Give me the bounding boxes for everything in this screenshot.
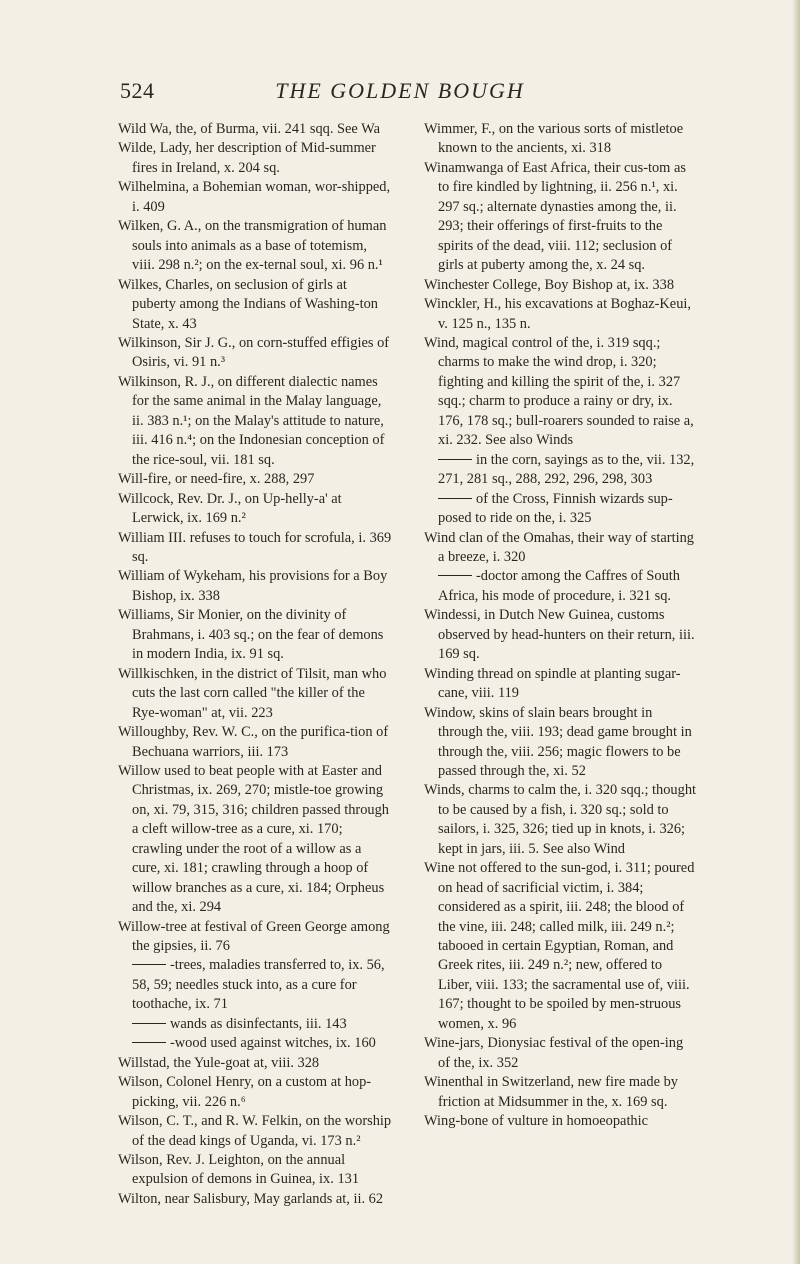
index-entry bbox=[424, 529, 696, 568]
index-entry-text: Willoughby, Rev. W. C., on the purifica-tion of Bechuana warriors, iii. 173 bbox=[118, 724, 389, 760]
index-entry bbox=[118, 139, 393, 178]
index-entry-text: Wilken, G. A., on the transmigration of human souls into animals as a base of totemism, viii. 298 n.²; on the ex-ternal soul, xi. 96 n.¹ bbox=[118, 218, 387, 274]
index-entry bbox=[118, 470, 393, 489]
index-entry-text: Willow-tree at festival of Green George among the gipsies, ii. 76 bbox=[118, 918, 390, 955]
index-entry bbox=[118, 529, 393, 568]
index-entry-text: Wilhelmina, a Bohemian woman, wor-shipped, i. 409 bbox=[118, 179, 391, 215]
index-column-left bbox=[118, 120, 393, 1209]
index-entry bbox=[424, 1034, 696, 1073]
index-entry bbox=[118, 606, 393, 664]
index-entry bbox=[424, 665, 696, 704]
index-entry-text: Wilton, near Salisbury, May garlands at, ii. 62 bbox=[118, 1190, 384, 1207]
index-entry-text: wands as disinfectants, iii. 143 bbox=[170, 1015, 347, 1032]
index-entry bbox=[118, 334, 393, 373]
index-entry bbox=[118, 1151, 393, 1190]
index-entry bbox=[118, 178, 393, 217]
index-entry-text: Willcock, Rev. Dr. J., on Up-helly-a' at Lerwick, ix. 169 n.² bbox=[118, 490, 342, 527]
page-number: 524 bbox=[120, 78, 155, 103]
index-entry-text: Willstad, the Yule-goat at, viii. 328 bbox=[118, 1054, 320, 1071]
index-entry-text: Wilde, Lady, her description of Mid-summer fires in Ireland, x. 204 sq. bbox=[118, 140, 376, 176]
index-entry bbox=[118, 1054, 393, 1073]
page-header bbox=[0, 72, 800, 112]
index-entry-text: Will-fire, or need-fire, x. 288, 297 bbox=[118, 471, 315, 488]
index-entry-text: Wilson, C. T., and R. W. Felkin, on the worship of the dead kings of Uganda, vi. 173 n.² bbox=[118, 1113, 392, 1149]
index-entry bbox=[424, 120, 696, 159]
index-entry bbox=[424, 451, 696, 490]
index-entry bbox=[118, 1015, 393, 1034]
index-entry bbox=[118, 567, 393, 606]
index-entry bbox=[424, 704, 696, 782]
index-entry-text: Winchester College, Boy Bishop at, ix. 338 bbox=[424, 276, 675, 293]
index-entry bbox=[118, 1190, 393, 1209]
index-entry bbox=[118, 723, 393, 762]
running-head: THE GOLDEN BOUGH bbox=[275, 78, 525, 103]
index-entry bbox=[118, 373, 393, 470]
ditto-dash bbox=[132, 1023, 166, 1024]
index-entry bbox=[118, 956, 393, 1014]
ditto-dash bbox=[438, 575, 472, 576]
index-entry-text: Wilkinson, Sir J. G., on corn-stuffed effigies of Osiris, vi. 91 n.³ bbox=[118, 334, 390, 371]
index-column-right bbox=[424, 120, 696, 1132]
index-entry-text: Wine not offered to the sun-god, i. 311; poured on head of sacrificial victim, i. 384; considered as a spirit, iii. 248; the blood of the vine, iii. 248; called milk, iii. 249 n.²; tabooed in certain Egyptian, Roman, and Greek rites, iii. 249 n.²; new, offered to Liber, viii. 133; the sacramental use of, viii. 167; thought to be spoiled by men-struous women, x. 96 bbox=[424, 860, 695, 1032]
index-entry bbox=[424, 159, 696, 276]
index-entry-text: Willow used to beat people with at Easter and Christmas, ix. 269, 270; mistle-toe growing on, xi. 79, 315, 316; children passed through a cleft willow-tree as a cure, xi. 170; crawling under the root of a willow as a cure, xi. 181; crawling through a hoop of willow branches as a cure, xi. 184; Orpheus and the, xi. 294 bbox=[118, 762, 390, 916]
index-entry-text: Wilson, Rev. J. Leighton, on the annual expulsion of demons in Guinea, ix. 131 bbox=[118, 1152, 360, 1188]
index-entry-text: Williams, Sir Monier, on the divinity of Brahmans, i. 403 sq.; on the fear of demons in modern India, ix. 91 sq. bbox=[118, 607, 384, 663]
index-entry-text: -doctor among the Caffres of South Africa, his mode of procedure, i. 321 sq. bbox=[438, 568, 680, 604]
page-edge-shadow bbox=[792, 0, 800, 1264]
index-entry-text: Wind clan of the Omahas, their way of starting a breeze, i. 320 bbox=[424, 529, 694, 565]
index-entry-text: Wild Wa, the, of Burma, vii. 241 sqq. See Wa bbox=[118, 121, 380, 137]
index-entry-text: Wilkes, Charles, on seclusion of girls at puberty among the Indians of Washing-ton State, x. 43 bbox=[118, 276, 378, 332]
index-entry-text: Wing-bone of vulture in homoeopathic bbox=[424, 1113, 649, 1130]
index-entry-text: William III. refuses to touch for scrofula, i. 369 sq. bbox=[118, 529, 392, 565]
index-entry bbox=[118, 1073, 393, 1112]
index-entry bbox=[118, 762, 393, 918]
index-entry-text: in the corn, sayings as to the, vii. 132, 271, 281 sq., 288, 292, 296, 298, 303 bbox=[438, 451, 695, 488]
index-entry-text: Wine-jars, Dionysiac festival of the open-ing of the, ix. 352 bbox=[424, 1035, 684, 1071]
index-entry bbox=[424, 490, 696, 529]
index-entry-text: -trees, maladies transferred to, ix. 56, 58, 59; needles stuck into, as a cure for toothache, ix. 71 bbox=[132, 957, 385, 1013]
ditto-dash bbox=[438, 459, 472, 460]
ditto-dash bbox=[438, 498, 472, 499]
index-entry-text: Winding thread on spindle at planting sugar-cane, viii. 119 bbox=[424, 665, 681, 702]
index-entry bbox=[424, 276, 696, 295]
index-entry-text: Winds, charms to calm the, i. 320 sqq.; thought to be caused by a fish, i. 320 sq.; sold to sailors, i. 325, 326; tied up in knots, i. 326; kept in jars, iii. 5. See also Wind bbox=[424, 782, 697, 857]
index-entry bbox=[424, 334, 696, 451]
index-entry-text: Winamwanga of East Africa, their cus-tom as to fire kindled by lightning, ii. 256 n.¹, xi. 297 sq.; alternate dynasties among the, ii. 293; their offerings of first-fruits to the spirits of the dead, viii. 112; seclusion of girls at puberty among the, x. 24 sq. bbox=[424, 159, 686, 274]
index-entry-text: Wilson, Colonel Henry, on a custom at hop-picking, vii. 226 n.⁶ bbox=[118, 1074, 372, 1110]
index-entry-text: of the Cross, Finnish wizards sup-posed to ride on the, i. 325 bbox=[438, 490, 673, 527]
index-entry bbox=[424, 1112, 696, 1131]
index-entry-text: Wilkinson, R. J., on different dialectic names for the same animal in the Malay language, ii. 383 n.¹; on the Malay's attitude to nature, iii. 416 n.⁴; on the Indonesian conception of the rice-soul, vii. 181 sq. bbox=[118, 373, 385, 468]
index-entry-text: Winenthal in Switzerland, new fire made by friction at Midsummer in the, x. 169 sq. bbox=[424, 1074, 678, 1110]
index-entry bbox=[424, 567, 696, 606]
index-entry bbox=[118, 490, 393, 529]
index-entry bbox=[424, 781, 696, 859]
index-entry-text: Windessi, in Dutch New Guinea, customs observed by head-hunters on their return, iii. 169 sq. bbox=[424, 607, 695, 663]
index-entry bbox=[424, 606, 696, 664]
index-entry bbox=[118, 665, 393, 723]
index-entry-text: Willkischken, in the district of Tilsit, man who cuts the last corn called "the killer of the Rye-woman" at, vii. 223 bbox=[118, 665, 387, 721]
ditto-dash bbox=[132, 1042, 166, 1043]
index-entry-text: -wood used against witches, ix. 160 bbox=[170, 1035, 376, 1052]
index-entry-text: Wimmer, F., on the various sorts of mistletoe known to the ancients, xi. 318 bbox=[424, 121, 684, 157]
index-entry bbox=[118, 276, 393, 334]
index-entry bbox=[118, 120, 393, 139]
index-entry bbox=[118, 217, 393, 275]
index-entry-text: William of Wykeham, his provisions for a Boy Bishop, ix. 338 bbox=[118, 568, 388, 604]
ditto-dash bbox=[132, 964, 166, 965]
index-entry bbox=[118, 1034, 393, 1053]
index-entry bbox=[424, 859, 696, 1034]
index-entry bbox=[118, 918, 393, 957]
index-entry-text: Winckler, H., his excavations at Boghaz-Keui, v. 125 n., 135 n. bbox=[424, 296, 691, 332]
index-entry bbox=[118, 1112, 393, 1151]
index-entry bbox=[424, 1073, 696, 1112]
index-entry bbox=[424, 295, 696, 334]
index-entry-text: Window, skins of slain bears brought in through the, viii. 193; dead game brought in through the, viii. 256; magic flowers to be passed through the, xi. 52 bbox=[424, 704, 692, 779]
index-entry-text: Wind, magical control of the, i. 319 sqq.; charms to make the wind drop, i. 320; fighting and killing the spirit of the, i. 327 sqq.; charm to produce a rainy or dry, ix. 176, 178 sq.; bull-roarers sounded to raise a, xi. 232. See also Winds bbox=[424, 334, 694, 449]
